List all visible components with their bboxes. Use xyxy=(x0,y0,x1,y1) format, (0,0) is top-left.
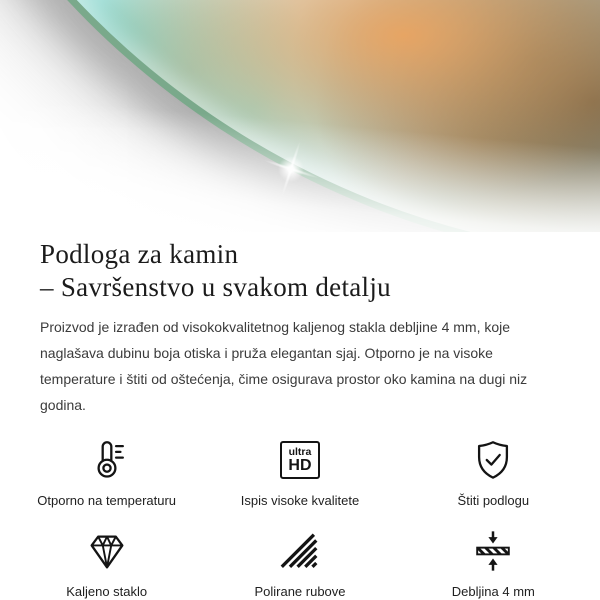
feature-label: Polirane rubove xyxy=(254,584,346,599)
feature-item-protects-surface xyxy=(397,436,590,509)
feature-item-thickness xyxy=(397,527,590,600)
feature-item-tempered-glass xyxy=(10,527,203,600)
ultra-hd-badge-bottom: HD xyxy=(288,456,312,474)
feature-label: Otporno na temperaturu xyxy=(37,493,177,508)
feature-item-print-quality xyxy=(203,436,396,509)
diamond-icon xyxy=(84,527,130,575)
product-info-section xyxy=(0,238,600,600)
page-title-line1: Podloga za kamin xyxy=(40,239,239,269)
product-image xyxy=(0,0,600,232)
feature-label: Debljina 4 mm xyxy=(451,584,535,599)
ultra-hd-icon xyxy=(280,436,320,484)
polished-edges-icon xyxy=(277,527,323,575)
feature-item-temperature xyxy=(10,436,203,509)
thermometer-icon xyxy=(84,436,130,484)
shield-check-icon xyxy=(470,436,516,484)
product-description: Proizvod je izrađen od visokokvalitetnog kaljenog stakla debljine 4 mm, koje naglašava dubinu boja otiska i pruža elegantan sjaj. Otporno je na visoke temperature i štiti od oštećenja, čime osigurava prostor oko kamina na dugi niz godina. xyxy=(40,319,528,413)
page-title xyxy=(40,238,560,304)
ultra-hd-badge-top: ultra xyxy=(288,445,312,458)
feature-label: Kaljeno staklo xyxy=(66,584,148,599)
feature-label: Ispis visoke kvalitete xyxy=(240,493,360,508)
features-grid xyxy=(5,436,595,600)
feature-label: Štiti podlogu xyxy=(457,493,530,508)
image-fade-overlay xyxy=(0,0,600,232)
feature-item-polished-edges xyxy=(203,527,396,600)
thickness-press-icon xyxy=(470,527,516,575)
page-title-line2: – Savršenstvo u svakom detalju xyxy=(40,272,391,302)
